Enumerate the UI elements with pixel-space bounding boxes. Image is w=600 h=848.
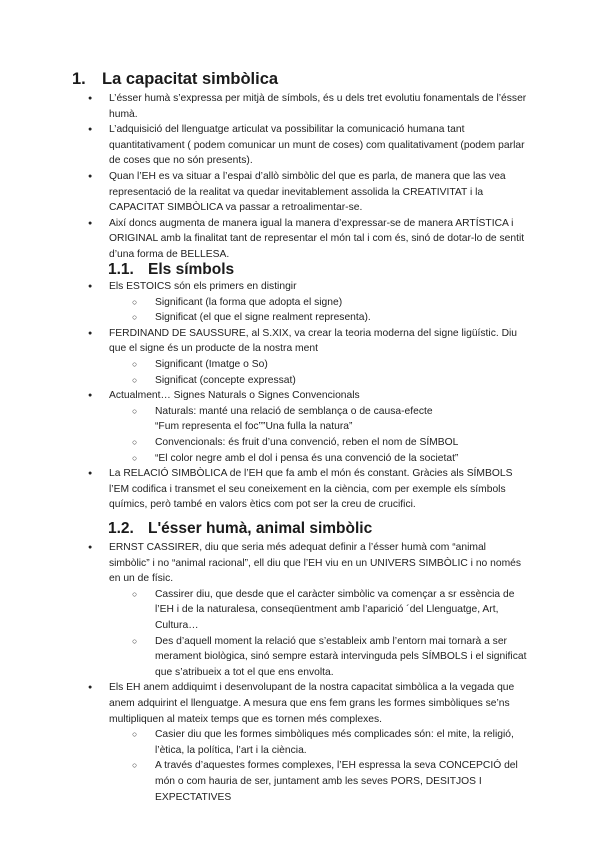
sub-list-item: ○ Significat (el que el signe realment representa). bbox=[130, 310, 528, 326]
sub-list-item: ○ Casier diu que les formes simbòliques més complicades són: el mite, la religió, l’ètica, la política, l’art i la ciència. bbox=[130, 727, 528, 758]
section-1-2-number: 1.2. bbox=[108, 520, 134, 537]
cassirer-sublist bbox=[109, 587, 528, 681]
estoics-text: Els ESTOICS són els primers en distingir bbox=[109, 281, 297, 292]
section-1-1-heading bbox=[108, 261, 234, 279]
desenvolupant-text: Els EH anem addiquimt i desenvolupant de la nostra capacitat simbòlica a la vegada que anem adquirint el llenguatge. A mesura que ens fem grans les formes simbòliques se’ns multipliquen al mateix temps que es tornen més complexes. bbox=[109, 682, 515, 725]
section-1-1-list bbox=[88, 279, 528, 513]
section-1-2-title: L'ésser humà, animal simbòlic bbox=[148, 520, 373, 537]
section-1-list bbox=[88, 91, 528, 263]
desenvolupant-sublist bbox=[109, 727, 528, 805]
section-1-2-heading bbox=[108, 520, 372, 538]
section-1-1-number: 1.1. bbox=[108, 261, 134, 278]
list-item bbox=[88, 279, 528, 326]
sub-list-item bbox=[130, 404, 528, 435]
section-1-2-list bbox=[88, 540, 528, 805]
list-item bbox=[88, 326, 528, 388]
list-item: ● Així doncs augmenta de manera igual la manera d’expressar-se de manera ARTÍSTICA i ORIGINAL amb la finalitat tant de representar el món tal i com és, sinó de dotar-lo de sentit d’una forma de BELLESA. bbox=[88, 216, 528, 263]
list-item bbox=[88, 540, 528, 680]
sub-list-item: ○ Significant (Imatge o So) bbox=[130, 357, 528, 373]
saussure-sublist bbox=[109, 357, 528, 388]
section-1-title: La capacitat simbòlica bbox=[102, 70, 279, 88]
sub-list-item: ○ A través d’aquestes formes complexes, l’EH espressa la seva CONCEPCIÓ del món o com hauria de ser, juntament amb les seves PORS, DESITJOS I EXPECTATIVES bbox=[130, 758, 528, 805]
list-item: ● La RELACIÓ SIMBÒLICA de l’EH que fa amb el món és constant. Gràcies als SÍMBOLS l’EM codifica i transmet el seu coneixement en la ciència, com per exemple els símbols químics, però també en valors ètics com pot ser la creu de crucifici. bbox=[88, 466, 528, 513]
naturals-example: “Fum representa el foc””Una fulla la natura” bbox=[155, 421, 353, 433]
section-1-1-title: Els símbols bbox=[148, 261, 235, 278]
section-1-heading bbox=[72, 70, 278, 89]
sub-list-item: ○ Des d’aquell moment la relació que s’estableix amb l’entorn mai tornarà a ser merament biològica, sinó sempre estarà intervinguda pels SÍMBOLS i el significat que s’atribueix a tot el que ens envolta. bbox=[130, 634, 528, 681]
sub-list-item: ○ Convencionals: és fruit d’una convenció, reben el nom de SÍMBOL bbox=[130, 435, 528, 451]
sub-list-item: ○ Significant (la forma que adopta el signe) bbox=[130, 295, 528, 311]
naturals-text: Naturals: manté una relació de semblança o de causa-efecte bbox=[155, 405, 433, 417]
list-item bbox=[88, 680, 528, 805]
list-item: ● L’ésser humà s’expressa per mitjà de símbols, és u dels tret evolutiu fonamentals de l’ésser humà. bbox=[88, 91, 528, 122]
saussure-text: FERDINAND DE SAUSSURE, al S.XIX, va crear la teoria moderna del signe ligüístic. Diu que el signe és un producte de la nostra ment bbox=[109, 327, 518, 355]
list-item bbox=[88, 388, 528, 466]
actualment-sublist bbox=[109, 404, 528, 466]
estoics-sublist bbox=[109, 295, 528, 326]
sub-list-item: ○ Cassirer diu, que desde que el caràcter simbòlic va començar a sr essència de l’EH i de la naturalesa, conseqüentment amb l’aparició ´del Llenguatge, Art, Cultura… bbox=[130, 587, 528, 634]
section-1-number: 1. bbox=[72, 70, 86, 88]
list-item: ● Quan l’EH es va situar a l’espai d’allò simbòlic del que es parla, de manera que las vea representació de la realitat va quedar inevitablement assolida la CREATIVITAT i la CAPACITAT SIMBÒLICA va passar a retroalimentar-se. bbox=[88, 169, 528, 216]
actualment-text: Actualment… Signes Naturals o Signes Convencionals bbox=[109, 390, 360, 402]
list-item: ● L’adquisició del llenguatge articulat va possibilitar la comunicació humana tant quantitativament ( podem comunicar un munt de coses) com qualitativament (podem parlar de coses que no són presents). bbox=[88, 122, 528, 169]
sub-list-item: ○ “El color negre amb el dol i pensa és una convenció de la societat” bbox=[130, 451, 528, 467]
cassirer-text: ERNST CASSIRER, diu que seria més adequat definir a l’ésser humà com “animal simbòlic” i no “animal racional”, ell diu que l’EH viu en un UNIVERS SIMBÒLIC i no només en un de físic. bbox=[109, 542, 522, 585]
sub-list-item: ○ Significat (concepte expressat) bbox=[130, 373, 528, 389]
